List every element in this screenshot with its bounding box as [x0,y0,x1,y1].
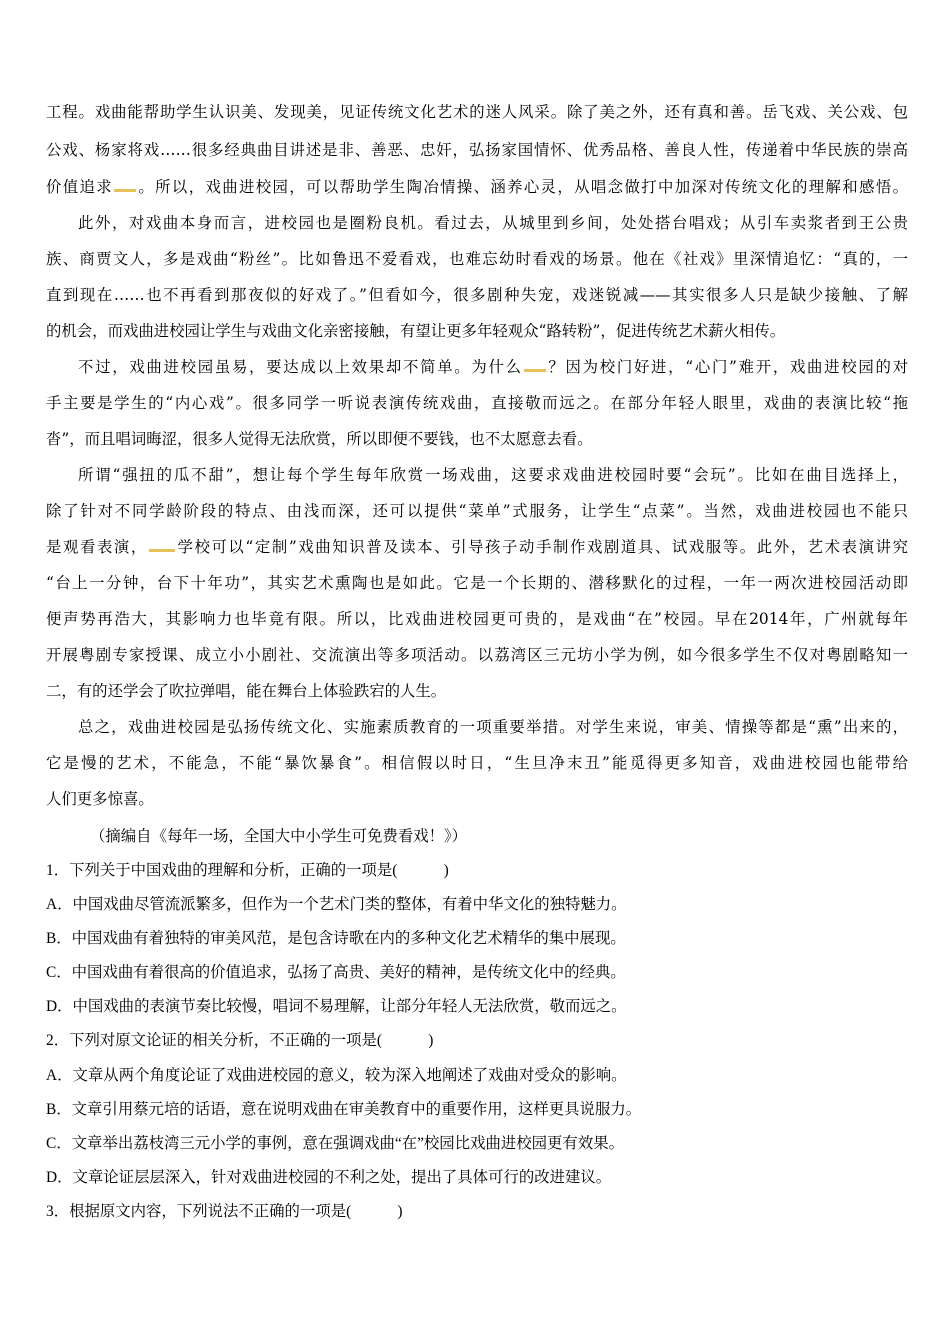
question-option-b[interactable]: B．文章引用蔡元培的话语，意在说明戏曲在审美教育中的重要作用，这样更具说服力。 [46,1101,642,1118]
passage-line: 二，有的还学会了吹拉弹唱，能在舞台上体验跌宕的人生。 [46,682,447,700]
passage-line: 所谓“强扭的瓜不甜”，想让每个学生每年欣赏一场戏曲，这要求戏曲进校园时要“会玩”。比如在曲目选择上， [78,466,908,484]
passage-text: 学校可以“定制”戏曲知识普及读本、引导孩子动手制作戏剧道具、试戏服等。此外，艺术表演讲究 [175,538,908,556]
passage-text: 不过，戏曲进校园虽易，要达成以上效果却不简单。为什么 [78,358,523,376]
passage-line [78,348,908,386]
fill-blank [149,539,175,552]
passage-line: 除了针对不同学龄阶段的特点、由浅而深，还可以提供“菜单”式服务，让学生“点菜”。当然，戏曲进校园也不能只 [46,502,908,520]
fill-blank [524,359,546,372]
passage-line: 公戏、杨家将戏……很多经典曲目讲述是非、善恶、忠奸，弘扬家国情怀、优秀品格、善良人性，传递着中华民族的崇高 [46,141,908,159]
passage-source: （摘编自《每年一场，全国大中小学生可免费看戏！》） [90,827,468,845]
passage-line: 族、商贾文人，多是戏曲“粉丝”。比如鲁迅不爱看戏，也难忘幼时看戏的场景。他在《社戏》里深情追忆：“真的，一 [46,250,908,268]
passage-line: 开展粤剧专家授课、成立小小剧社、交流演出等多项活动。以荔湾区三元坊小学为例，如今很多学生不仅对粤剧略知一 [46,646,908,664]
passage-text: 价值追求 [46,178,114,196]
passage-line: 沓”，而且唱词晦涩，很多人觉得无法欣赏，所以即便不要钱，也不太愿意去看。 [46,430,593,448]
question-option-d[interactable]: D．文章论证层层深入，针对戏曲进校园的不利之处，提出了具体可行的改进建议。 [46,1169,612,1186]
passage-line: 手主要是学生的“内心戏”。很多同学一听说表演传统戏曲，直接敬而远之。在部分年轻人眼里，戏曲的表演比较“拖 [46,394,908,412]
question-stem: 1．下列关于中国戏曲的理解和分析，正确的一项是( ) [46,862,449,879]
fill-blank [114,179,136,192]
passage-text: 是观看表演， [46,538,148,556]
passage-line: 此外，对戏曲本身而言，进校园也是圈粉良机。看过去，从城里到乡间，处处搭台唱戏；从引车卖浆者到王公贵 [78,214,908,232]
passage-line: “台上一分钟，台下十年功”，其实艺术熏陶也是如此。它是一个长期的、潜移默化的过程，一年一两次进校园活动即 [46,574,908,592]
passage-line [46,528,908,566]
passage-text: ？因为校门好进，“心门”难开，戏曲进校园的对 [546,358,908,376]
question-option-d[interactable]: D．中国戏曲的表演节奏比较慢，唱词不易理解，让部分年轻人无法欣赏，敬而远之。 [46,998,627,1015]
question-option-a[interactable]: A．中国戏曲尽管流派繁多，但作为一个艺术门类的整体，有着中华文化的独特魅力。 [46,896,627,913]
question-stem: 2．下列对原文论证的相关分析，不正确的一项是( ) [46,1032,434,1049]
passage-line: 人们更多惊喜。 [46,790,154,808]
passage-line: 总之，戏曲进校园是弘扬传统文化、实施素质教育的一项重要举措。对学生来说，审美、情操等都是“熏”出来的， [78,718,908,736]
passage-line: 的机会，而戏曲进校园让学生与戏曲文化亲密接触，有望让更多年轻观众“路转粉”，促进传统艺术薪火相传。 [46,322,786,340]
question-option-b[interactable]: B．中国戏曲有着独特的审美风范，是包含诗歌在内的多种文化艺术精华的集中展现。 [46,930,626,947]
passage-line: 工程。戏曲能帮助学生认识美、发现美，见证传统文化艺术的迷人风采。除了美之外，还有真和善。岳飞戏、关公戏、包 [46,103,908,121]
question-option-c[interactable]: C．文章举出荔枝湾三元小学的事例，意在强调戏曲“在”校园比戏曲进校园更有效果。 [46,1135,624,1152]
passage-line: 便声势再浩大，其影响力也毕竟有限。所以，比戏曲进校园更可贵的，是戏曲“在”校园。早在2014年，广州就每年 [46,610,908,628]
question-option-c[interactable]: C．中国戏曲有着很高的价值追求，弘扬了高贵、美好的精神，是传统文化中的经典。 [46,964,626,981]
passage-text: 。所以，戏曲进校园，可以帮助学生陶冶情操、涵养心灵，从唱念做打中加深对传统文化的理解和感悟。 [137,178,908,196]
question-stem: 3．根据原文内容，下列说法不正确的一项是( ) [46,1203,403,1220]
passage-line [46,168,908,206]
passage-line: 直到现在……也不再看到那夜似的好戏了。”但看如今，很多剧种失宠，戏迷锐减——其实很多人只是缺少接触、了解 [46,286,908,304]
passage-line: 它是慢的艺术，不能急，不能“暴饮暴食”。相信假以时日，“生旦净末丑”能觅得更多知音，戏曲进校园也能带给 [46,754,908,772]
question-option-a[interactable]: A．文章从两个角度论证了戏曲进校园的意义，较为深入地阐述了戏曲对受众的影响。 [46,1067,627,1084]
